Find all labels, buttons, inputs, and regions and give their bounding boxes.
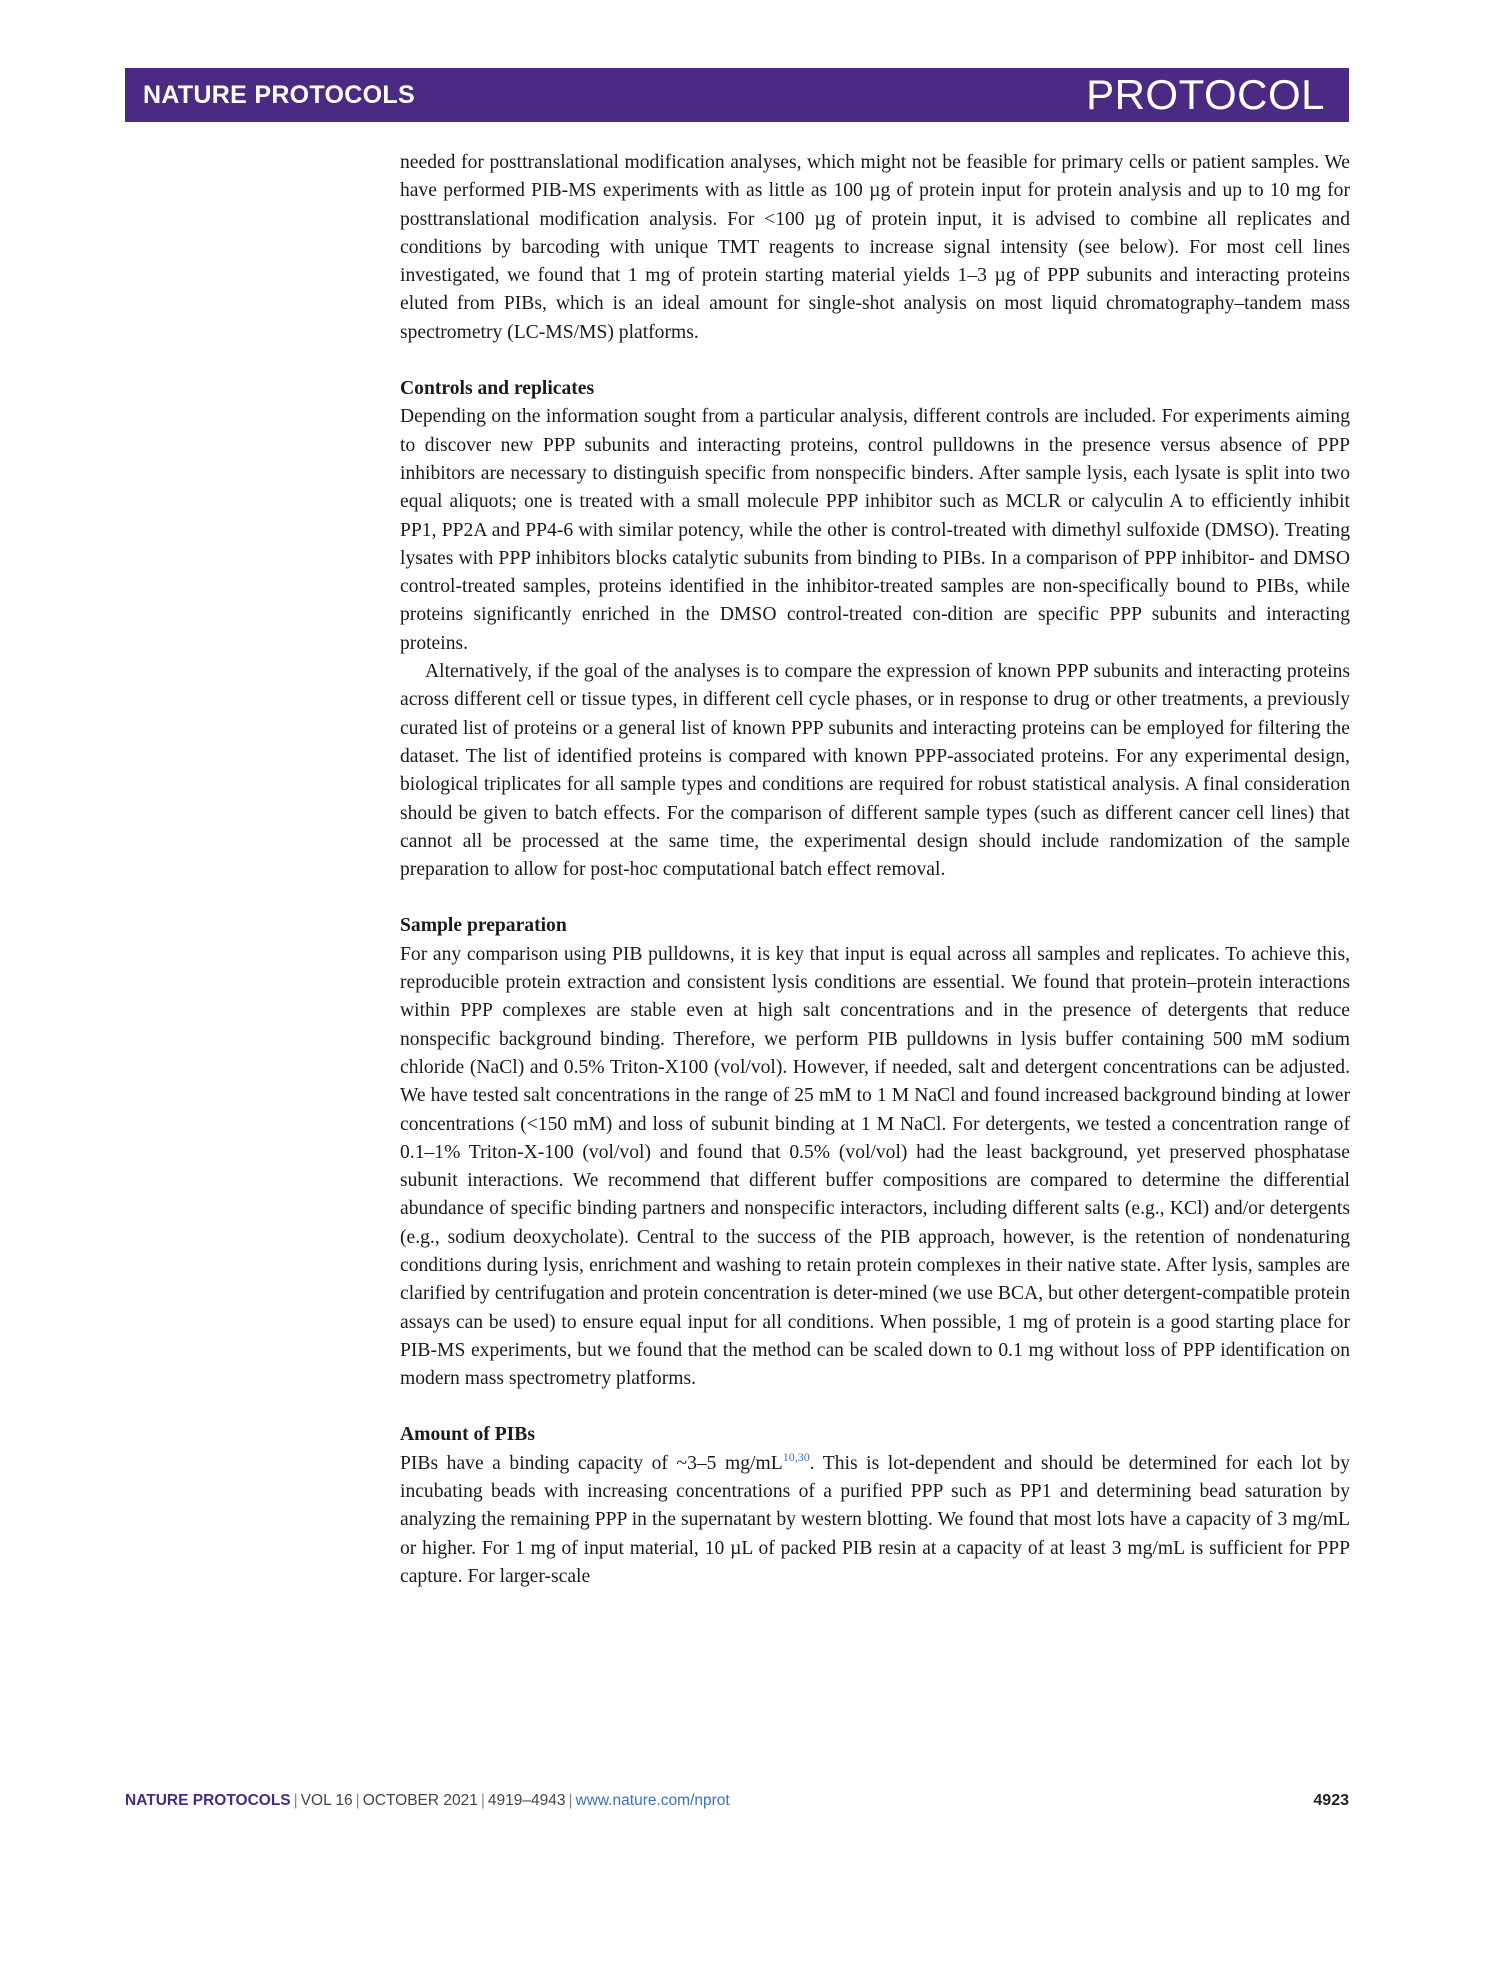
footer-separator: |: [355, 1792, 360, 1809]
section-heading: Controls and replicates: [400, 378, 595, 400]
section-sample-preparation: [400, 912, 1350, 1393]
journal-name: NATURE PROTOCOLS: [143, 80, 415, 109]
article-type-label: PROTOCOL: [1086, 71, 1325, 118]
paragraph: For any comparison using PIB pulldowns, it is key that input is equal across all samples and replicates. To achieve this, reproducible protein extraction and consistent lysis conditions are essential. We found that protein–protein interactions within PPP complexes are stable even at high salt concentrations and in the presence of detergents that reduce nonspecific background binding. Therefore, we perform PIB pulldowns in lysis buffer containing 500 mM sodium chloride (NaCl) and 0.5% Triton-X100 (vol/vol). However, if needed, salt and detergent concentrations can be adjusted. We have tested salt concentrations in the range of 25 mM to 1 M NaCl and found increased background binding at lower concentrations (<150 mM) and loss of subunit binding at 1 M NaCl. For detergents, we tested a concentration range of 0.1–1% Triton-X-100 (vol/vol) and found that 0.5% (vol/vol) had the least background, yet preserved phosphatase subunit interactions. We recommend that different buffer compositions are compared to determine the differential abundance of specific binding partners and nonspecific interactors, including different salts (e.g., KCl) and/or detergents (e.g., sodium deoxycholate). Central to the success of the PIB approach, however, is the retention of nondenaturing conditions during lysis, enrichment and washing to retain protein complexes in their native state. After lysis, samples are clarified by centrifugation and protein concentration is deter-mined (we use BCA, but other detergent-compatible protein assays can be used) to ensure equal input for all conditions. When possible, 1 mg of protein is a good starting place for PIB-MS experiments, but we found that the method can be scaled down to 0.1 mg without loss of PPP identification on modern mass spectrometry platforms.: [400, 943, 1350, 1390]
section-amount-of-pibs: [400, 1421, 1350, 1591]
section-heading: Sample preparation: [400, 915, 567, 937]
page-footer: [125, 1792, 1349, 1810]
footer-url-link[interactable]: www.nature.com/nprot: [575, 1792, 730, 1809]
footer-separator: |: [293, 1792, 298, 1809]
paragraph: Alternatively, if the goal of the analyses is to compare the expression of known PPP subunits and interacting proteins across different cell or tissue types, in different cell cycle phases, or in response to drug or other treatments, a previously curated list of proteins or a general list of known PPP subunits and interacting proteins can be employed for filtering the dataset. The list of identified proteins is compared with known PPP-associated proteins. For any experimental design, biological triplicates for all sample types and conditions are required for robust statistical analysis. A final consideration should be given to batch effects. For the comparison of different sample types (such as different cancer cell lines) that cannot all be processed at the same time, the experimental design should include randomization of the sample preparation to allow for post-hoc computational batch effect removal.: [400, 661, 1350, 881]
footer-pages: 4919–4943: [487, 1792, 566, 1809]
paragraph: Depending on the information sought from a particular analysis, different controls are included. For experiments aiming to discover new PPP subunits and interacting proteins, control pulldowns in the presence versus absence of PPP inhibitors are necessary to distinguish specific from nonspecific binders. After sample lysis, each lysate is split into two equal aliquots; one is treated with a small molecule PPP inhibitor such as MCLR or calyculin A to efficiently inhibit PP1, PP2A and PP4-6 with similar potency, while the other is control-treated with dimethyl sulfoxide (DMSO). Treating lysates with PPP inhibitors blocks catalytic subunits from binding to PIBs. In a comparison of PPP inhibitor- and DMSO control-treated samples, proteins identified in the inhibitor-treated samples are non-specifically bound to PIBs, while proteins significantly enriched in the DMSO control-treated con-dition are specific PPP subunits and interacting proteins.: [400, 406, 1350, 654]
footer-separator: |: [480, 1792, 485, 1809]
footer-journal-name: NATURE PROTOCOLS: [125, 1792, 291, 1809]
intro-paragraph: needed for posttranslational modification analyses, which might not be feasible for primary cells or patient samples. We have performed PIB-MS experiments with as little as 100 µg of protein input for protein analysis and up to 10 mg for posttranslational modification analysis. For <100 µg of protein input, it is advised to combine all replicates and conditions by barcoding with unique TMT reagents to increase signal intensity (see below). For most cell lines investigated, we found that 1 mg of protein starting material yields 1–3 µg of PPP subunits and interacting proteins eluted from PIBs, which is an ideal amount for single-shot analysis on most liquid chromatography–tandem mass spectrometry (LC-MS/MS) platforms.: [400, 152, 1350, 343]
paragraph-text: . This is lot-dependent and should be determined for each lot by incubating beads with increasing concentrations of a purified PPP such as PP1 and determining bead saturation by analyzing the remaining PPP in the supernatant by western blotting. We found that most lots have a capacity of 3 mg/mL or higher. For 1 mg of input material, 10 µL of packed PIB resin at a capacity of at least 3 mg/mL is sufficient for PPP capture. For larger-scale: [400, 1452, 1350, 1587]
footer-citation: [125, 1792, 730, 1810]
article-body: [400, 149, 1350, 1591]
section-controls-replicates: [400, 375, 1350, 884]
footer-date: OCTOBER 2021: [362, 1792, 478, 1809]
journal-header-bar: [125, 68, 1349, 122]
section-heading: Amount of PIBs: [400, 1424, 535, 1446]
page-number: 4923: [1313, 1792, 1349, 1809]
paragraph-text: PIBs have a binding capacity of ~3–5 mg/mL: [400, 1452, 783, 1474]
footer-volume: VOL 16: [300, 1792, 353, 1809]
footer-separator: |: [568, 1792, 573, 1809]
paragraph: [400, 1450, 1350, 1591]
citation-link[interactable]: 10,30: [782, 1449, 810, 1464]
